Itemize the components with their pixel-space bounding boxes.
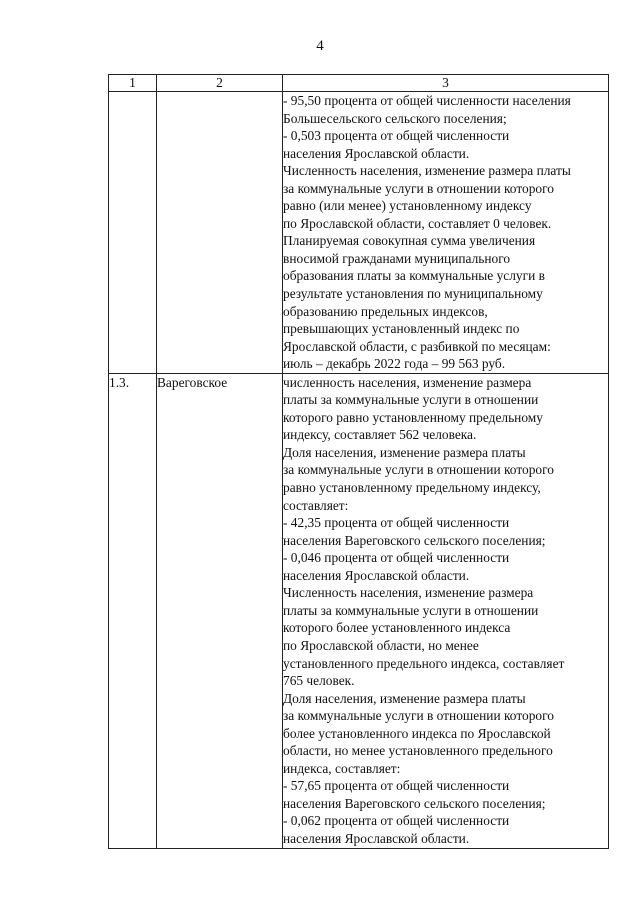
column-header: 1 xyxy=(109,75,157,92)
description-line: которого равно установленному предельному xyxy=(283,409,543,425)
description-line: населения Вареговского сельского поселения; xyxy=(283,795,546,811)
municipality-name-cell: Вареговское xyxy=(157,373,283,848)
description-line: вносимой гражданами муниципального xyxy=(283,250,511,266)
description-line: за коммунальные услуги в отношении которого xyxy=(283,708,554,724)
column-header: 2 xyxy=(157,75,283,92)
description-cell xyxy=(283,373,609,848)
description-line: равно установленному предельному индексу, xyxy=(283,480,541,496)
table-row xyxy=(109,373,609,848)
table-header-row xyxy=(109,75,609,92)
description-line: численность населения, изменение размера xyxy=(283,374,532,390)
table-body xyxy=(109,92,609,849)
description-line: - 0,046 процента от общей численности xyxy=(283,550,510,566)
description-line: области, но менее установленного предельного xyxy=(283,743,553,759)
description-line: населения Вареговского сельского поселения; xyxy=(283,532,546,548)
data-table xyxy=(108,74,609,849)
description-line: населения Ярославской области. xyxy=(283,830,470,846)
description-line: населения Ярославской области. xyxy=(283,145,470,161)
description-line: 765 человек. xyxy=(283,673,355,689)
description-line: индекса, составляет: xyxy=(283,760,401,776)
description-line: индексу, составляет 562 человека. xyxy=(283,427,477,443)
description-cell xyxy=(283,92,609,374)
municipality-name-cell xyxy=(157,92,283,374)
description-line: Численность населения, изменение размера xyxy=(283,585,534,601)
description-line: за коммунальные услуги в отношении которого xyxy=(283,462,554,478)
description-line: за коммунальные услуги в отношении которого xyxy=(283,180,554,196)
description-line: которого более установленного индекса xyxy=(283,620,511,636)
row-number-cell: 1.3. xyxy=(109,373,157,848)
description-line: более установленного индекса по Ярославской xyxy=(283,725,551,741)
description-line: - 0,062 процента от общей численности xyxy=(283,813,510,829)
description-line: Большесельского сельского поселения; xyxy=(283,110,507,126)
description-line: по Ярославской области, но менее xyxy=(283,637,479,653)
row-number-cell xyxy=(109,92,157,374)
description-line: составляет: xyxy=(283,497,349,513)
description-line: образованию предельных индексов, xyxy=(283,303,488,319)
description-line: Численность населения, изменение размера платы xyxy=(283,163,571,179)
description-line: - 57,65 процента от общей численности xyxy=(283,778,510,794)
description-line: - 95,50 процента от общей численности населения xyxy=(283,93,571,108)
description-line: равно (или менее) установленному индексу xyxy=(283,198,532,214)
description-line: июль – декабрь 2022 года – 99 563 руб. xyxy=(283,356,506,372)
description-line: установленного предельного индекса, составляет xyxy=(283,655,565,671)
description-line: платы за коммунальные услуги в отношении xyxy=(283,392,539,408)
description-line: превышающих установленный индекс по xyxy=(283,321,520,337)
page-number: 4 xyxy=(316,38,324,54)
description-line: Доля населения, изменение размера платы xyxy=(283,690,526,706)
description-line: - 42,35 процента от общей численности xyxy=(283,515,510,531)
description-line: Ярославской области, с разбивкой по месяцам: xyxy=(283,338,551,354)
description-line: Планируемая совокупная сумма увеличения xyxy=(283,233,536,249)
column-header: 3 xyxy=(283,75,609,92)
description-line: Доля населения, изменение размера платы xyxy=(283,444,526,460)
description-line: платы за коммунальные услуги в отношении xyxy=(283,602,539,618)
description-line: населения Ярославской области. xyxy=(283,567,470,583)
description-line: образования платы за коммунальные услуги в xyxy=(283,268,545,284)
description-line: - 0,503 процента от общей численности xyxy=(283,128,510,144)
table-row xyxy=(109,92,609,374)
description-line: результате установления по муниципальному xyxy=(283,286,543,302)
description-line: по Ярославской области, составляет 0 человек. xyxy=(283,215,552,231)
